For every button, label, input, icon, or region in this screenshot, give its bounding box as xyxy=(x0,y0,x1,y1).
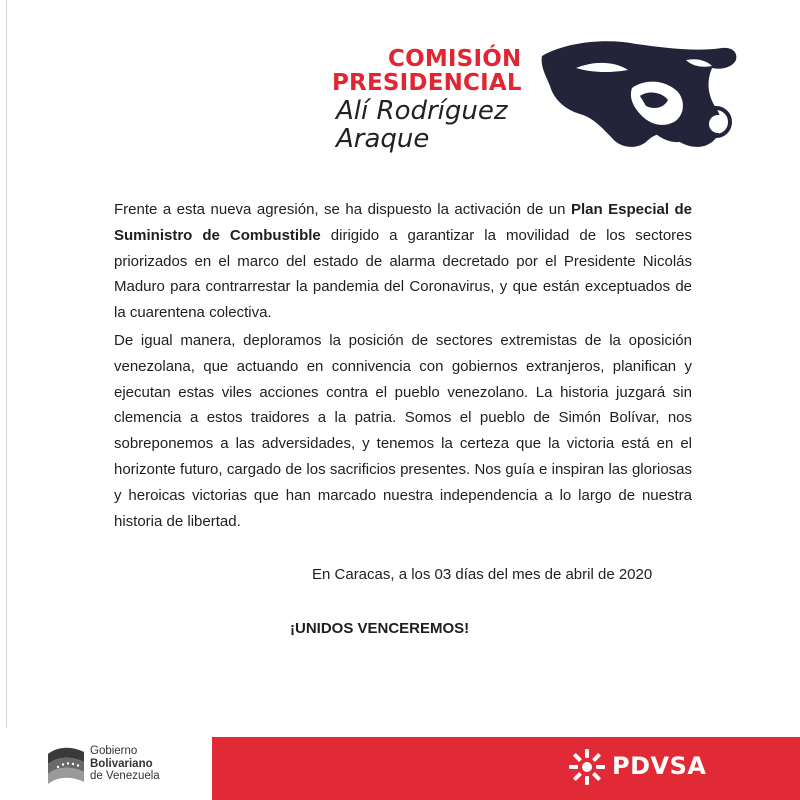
gov-line2: Bolivariano xyxy=(90,757,153,770)
gov-line3: de Venezuela xyxy=(90,770,160,782)
pdvsa-banner xyxy=(212,737,800,800)
page-edge-line xyxy=(6,0,7,728)
logo-title-line1: COMISIÓN xyxy=(388,46,522,72)
gobierno-bolivariano-logo xyxy=(46,740,206,790)
logo-name-line2: Araque xyxy=(336,124,430,154)
paragraph1-text-a: Frente a esta nueva agresión, se ha dispuesto la activación de un xyxy=(114,201,571,218)
gov-line1: Gobierno xyxy=(90,745,138,757)
gobierno-text xyxy=(90,745,160,783)
paragraph1-text-b: dirigido a garantizar la movilidad de los sectores priorizados en el marco del estado de alarma decretado por el Presidente Nicolás Maduro para contrarrestar la pandemia del Coronavirus, y que están exceptuados de la cuarentena colectiva. xyxy=(114,226,692,322)
paragraph-deploramos: De igual manera, deploramos la posición de sectores extremistas de la oposición venezolana, que actuando en connivencia con gobiernos extranjeros, planifican y ejecutan estas viles acciones contra el pueblo venezolano. La historia juzgará sin clemencia a estos traidores a la patria. Somos el pueblo de Simón Bolívar, nos sobreponemos a las adversidades, y tenemos la certeza que la victoria está en el horizonte futuro, cargado de los sacrificios presentes. Nos guía e inspiran las gloriosas y heroicas victorias que han marcado nuestra independencia a lo largo de nuestra historia de libertad. xyxy=(114,332,692,530)
venezuela-flag-icon xyxy=(46,740,86,786)
motto: ¡UNIDOS VENCEREMOS! xyxy=(290,620,470,637)
portrait-silhouette-icon xyxy=(536,38,742,150)
pdvsa-label: PDVSA xyxy=(612,752,707,780)
paragraph1-bold: Plan Especial de Suministro de Combustible xyxy=(114,201,692,244)
pdvsa-sun-icon xyxy=(567,747,607,787)
logo-title-line2: PRESIDENCIAL xyxy=(332,70,522,96)
comision-logo xyxy=(330,38,740,158)
paragraph-plan-especial xyxy=(114,197,692,326)
dateline: En Caracas, a los 03 días del mes de abril de 2020 xyxy=(312,566,653,583)
logo-name-line1: Alí Rodríguez xyxy=(336,96,508,126)
